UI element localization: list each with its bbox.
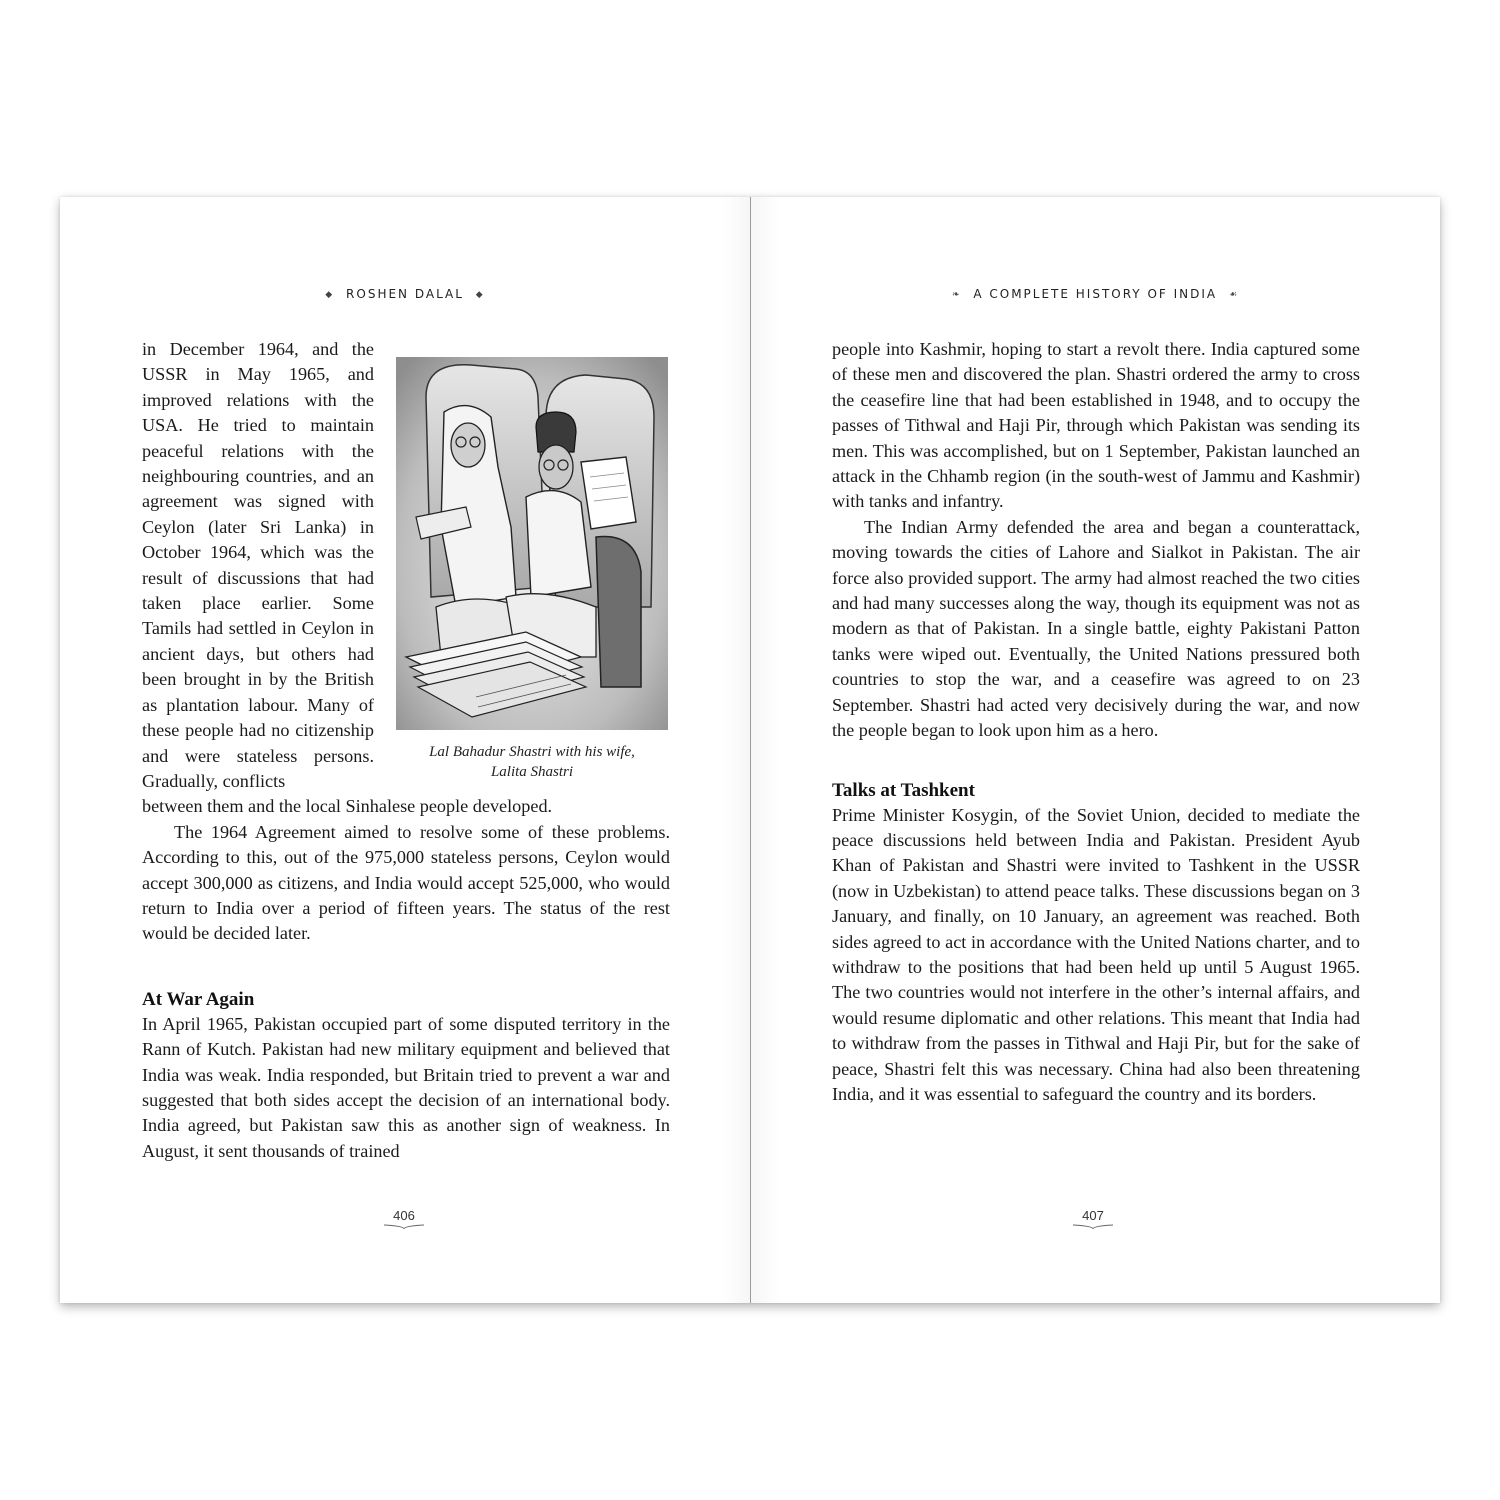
page-number-406: 406 bbox=[393, 1208, 415, 1223]
wrapped-paragraph-end: between them and the local Sinhalese people developed. bbox=[142, 796, 553, 817]
figure-caption-line-2: Lalita Shastri bbox=[490, 764, 574, 780]
right-page bbox=[751, 197, 1440, 1303]
tashkent-paragraph: Prime Minister Kosygin, of the Soviet Union, decided to mediate the peace discussions held between India and Pakistan. President Ayub Khan of Pakistan and Shastri were invited to Tashkent in the USSR (now in Uzbekistan) to attend peace talks. These discussions began on 3 January, and finally, on 10 January, an agreement was reached. Both sides agreed to act in accordance with the United Nations charter, and to withdraw to the positions that had been held up until 5 August 1965. The two countries would not interfere in the other’s internal affairs, and would resume diplomatic and other relations. This meant that India had to withdraw from the passes in Tithwal and Haji Pir, but for the sake of peace, Shastri felt this was necessary. China had also been threatening India, and it was essential to safeguard the country and its borders. bbox=[832, 804, 1360, 1104]
wrapped-paragraph: in December 1964, and the USSR in May 1965, and improved relations with the USA. He tried to maintain peaceful relations with the neighbouring countries, and an agreement was signed with Ceylon (later Sri Lanka) in October 1964, which was the result of discussions that had taken place earlier. Some Tamils had settled in Ceylon in ancient days, but others had been brought in by the British as plantation labour. Many of these people had no citizenship and were stateless persons. Gradually, conflicts bbox=[142, 339, 374, 791]
running-head-right bbox=[751, 287, 1440, 301]
fleuron-icon: ❧ bbox=[951, 290, 962, 300]
figure-caption-line-1: Lal Bahadur Shastri with his wife, bbox=[429, 744, 635, 760]
page-number-right bbox=[1063, 1208, 1123, 1230]
section-heading-at-war-again: At War Again bbox=[142, 988, 255, 1010]
diamond-dot-icon: ◆ bbox=[325, 290, 335, 300]
section-heading-talks-at-tashkent: Talks at Tashkent bbox=[832, 779, 975, 801]
shastri-couple-illustration bbox=[396, 357, 668, 730]
swash-icon bbox=[1073, 1224, 1113, 1230]
fleuron-icon: ☙ bbox=[1228, 290, 1240, 300]
counterattack-paragraph: The Indian Army defended the area and began a counterattack, moving towards the cities of Lahore and Sialkot in Pakistan. The air force also provided support. The army had almost reached the two cities and had many successes along the way, though its equipment was not as modern as that of Pakistan. In a single battle, eighty Pakistani Patton tanks were wiped out. Eventually, the United Nations pressured both countries to stop the war, and a ceasefire was agreed to on 23 September. Shastri had acted very decisively during the war, and now the people began to look upon him as a hero. bbox=[832, 516, 1360, 741]
author-name: ROSHEN DALAL bbox=[346, 287, 464, 301]
kashmir-paragraph: people into Kashmir, hoping to start a revolt there. India captured some of these men and discovered the plan. Shastri ordered the army to cross the ceasefire line that had been established in 1948, and to occupy the passes of Tithwal and Haji Pir, through which Pakistan was sending its men. This was accomplished, but on 1 September, Pakistan launched an attack in the Chhamb region (in the south-west of Jammu and Kashmir) with tanks and infantry. bbox=[832, 339, 1360, 512]
swash-icon bbox=[384, 1224, 424, 1230]
war-paragraph: In April 1965, Pakistan occupied part of some disputed territory in the Rann of Kutch. Pakistan had new military equipment and believed that India was weak. India responded, but Britain tried to prevent a war and suggested that both sides accept the decision of an international body. India agreed, but Pakistan saw this as another sign of weakness. In August, it sent thousands of trained bbox=[142, 1013, 670, 1161]
left-page bbox=[60, 197, 750, 1303]
right-text-column bbox=[832, 337, 1360, 1107]
book-title: A COMPLETE HISTORY OF INDIA bbox=[973, 287, 1218, 301]
figure-shastri-illustration bbox=[396, 357, 668, 730]
figure-caption bbox=[396, 742, 668, 782]
page-number-left bbox=[374, 1208, 434, 1230]
running-head-left bbox=[60, 287, 750, 301]
agreement-paragraph: The 1964 Agreement aimed to resolve some of these problems. According to this, out of the 975,000 stateless persons, Ceylon would accept 300,000 as citizens, and India would accept 525,000, who would return to India over a period of fifteen years. The status of the rest would be decided later. bbox=[142, 821, 670, 944]
book-spread bbox=[60, 197, 1440, 1303]
page-number-407: 407 bbox=[1082, 1208, 1104, 1223]
diamond-dot-icon: ◆ bbox=[475, 290, 485, 300]
